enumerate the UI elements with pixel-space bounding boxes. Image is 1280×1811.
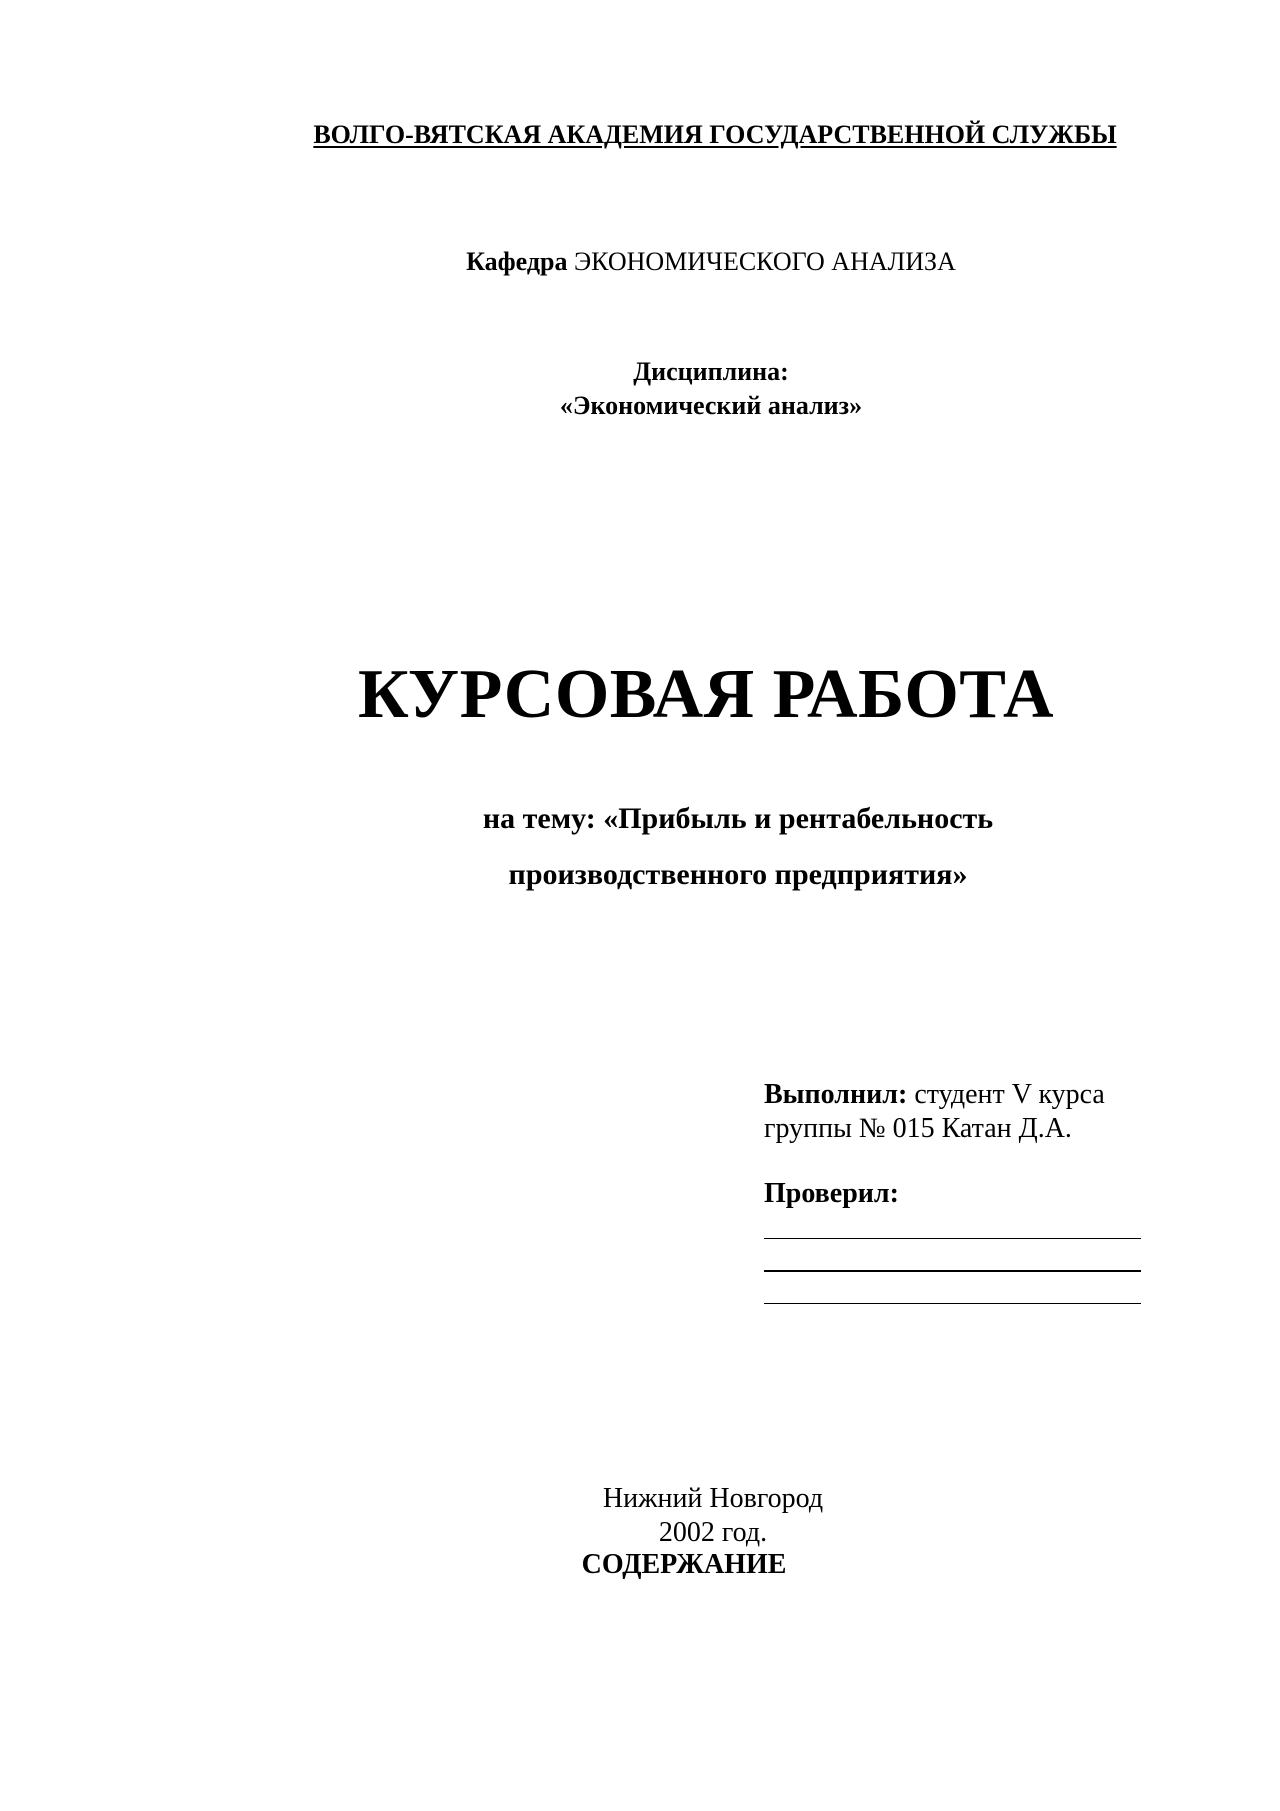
department-label: Кафедра (466, 247, 568, 276)
topic-line-1: на тему: «Прибыль и рентабельность (482, 802, 994, 835)
department (0, 247, 1280, 277)
place-and-year (0, 1482, 1280, 1550)
work-title: КУРСОВАЯ РАБОТА (357, 656, 1055, 733)
signature-line-1 (764, 1238, 1141, 1239)
department-name: ЭКОНОМИЧЕСКОГО АНАЛИЗА (573, 247, 956, 276)
discipline-label: Дисциплина: (633, 357, 789, 386)
discipline (0, 355, 1280, 423)
checked-label: Проверил: (764, 1178, 899, 1209)
performed-by-line-1: студент V курса (914, 1079, 1105, 1110)
academy-name: ВОЛГО-ВЯТСКАЯ АКАДЕМИЯ ГОСУДАРСТВЕННОЙ СЛУЖБЫ (313, 120, 1117, 149)
signature-line-2 (764, 1270, 1141, 1272)
performed-by-line-2: группы № 015 Катан Д.А. (764, 1113, 1072, 1144)
topic (0, 791, 1280, 903)
performed-by (764, 1078, 1105, 1146)
signature-line-3 (764, 1303, 1141, 1304)
performed-label: Выполнил: (764, 1079, 908, 1110)
contents-heading: СОДЕРЖАНИЕ (581, 1549, 787, 1580)
year: 2002 год. (658, 1517, 768, 1548)
city: Нижний Новгород (602, 1483, 824, 1514)
topic-line-2: производственного предприятия» (508, 858, 968, 891)
discipline-name: «Экономический анализ» (559, 391, 863, 420)
